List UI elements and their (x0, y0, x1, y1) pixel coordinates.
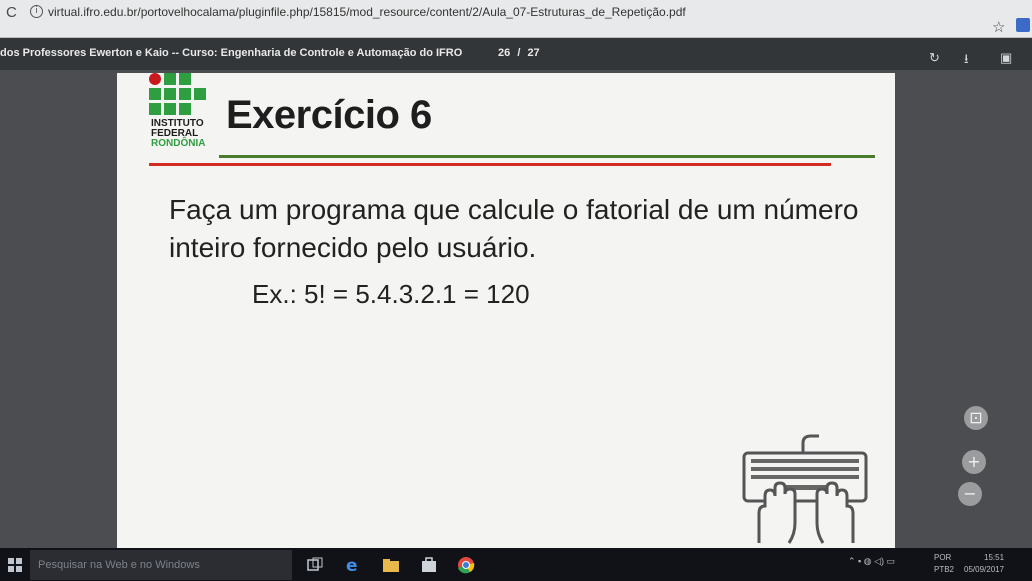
exercise-statement: Faça um programa que calcule o fatorial de um número inteiro fornecido pelo usuário. (169, 194, 859, 263)
extension-icon[interactable] (1016, 18, 1030, 32)
zoom-in-button[interactable]: + (962, 450, 986, 474)
url-text[interactable]: virtual.ifro.edu.br/portovelhocalama/pluginfile.php/15815/mod_resource/content/2/Aula_07-Estruturas_de_Repetição.pdf (48, 5, 686, 19)
file-explorer-icon[interactable] (382, 556, 400, 574)
total-pages: 27 (527, 47, 540, 59)
language-code: POR (934, 553, 952, 562)
slide-title: Exercício 6 (226, 93, 432, 137)
browser-address-bar (0, 0, 1032, 38)
task-view-icon[interactable] (306, 556, 324, 574)
store-icon[interactable] (420, 556, 438, 574)
exercise-example: Ex.: 5! = 5.4.3.2.1 = 120 (252, 279, 530, 309)
windows-start-icon[interactable] (8, 558, 22, 572)
logo-line-rondonia: RONDÔNIA (151, 138, 206, 149)
pdf-document-title: dos Professores Ewerton e Kaio -- Curso: Engenharia de Controle e Automação do IFRO (0, 47, 463, 59)
svg-text:e: e (346, 556, 358, 574)
pdf-page (117, 73, 895, 548)
title-divider-green (219, 155, 875, 158)
system-tray-icons[interactable]: ⌃ ▪ ◍ ◁) ▭ (848, 556, 896, 566)
title-divider-red (149, 163, 831, 166)
clock-date: 05/09/2017 (964, 565, 1005, 574)
clock-time: 15:51 (984, 553, 1005, 562)
ifro-logo-text (151, 119, 205, 149)
keyboard-layout: PTB2 (934, 565, 955, 574)
reload-icon[interactable]: C (6, 4, 17, 21)
taskbar-clock[interactable] (964, 552, 1004, 576)
ifro-logo-icon (149, 73, 207, 119)
fit-page-button[interactable]: ⊡ (964, 406, 988, 430)
page-indicator (496, 47, 542, 59)
page-separator: / (517, 47, 521, 59)
keyboard-hands-icon (741, 428, 871, 548)
edge-browser-icon[interactable] (344, 556, 362, 574)
chrome-browser-icon[interactable] (457, 556, 475, 574)
windows-taskbar (0, 548, 1032, 581)
pdf-toolbar (0, 38, 1032, 70)
language-indicator[interactable] (934, 552, 954, 576)
print-icon[interactable]: ▣ (1000, 50, 1013, 65)
zoom-out-button[interactable]: − (958, 482, 982, 506)
logo-line-federal: FEDERAL (151, 128, 199, 139)
logo-line-instituto: INSTITUTO (151, 118, 204, 129)
bookmark-star-icon[interactable]: ☆ (992, 19, 1006, 36)
download-icon[interactable]: ⭳ (964, 51, 969, 66)
taskbar-search-input[interactable]: Pesquisar na Web e no Windows (30, 550, 292, 580)
site-info-icon[interactable]: i (30, 5, 43, 18)
current-page[interactable]: 26 (498, 47, 511, 59)
rotate-icon[interactable]: ↻ (929, 50, 940, 65)
